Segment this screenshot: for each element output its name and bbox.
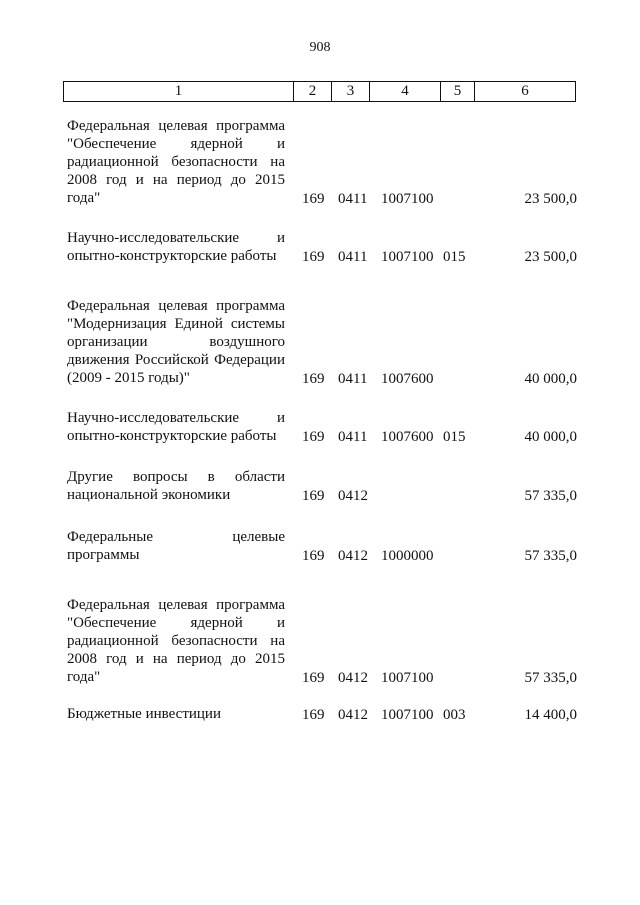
col-3-value: 0411 <box>338 191 368 207</box>
col-4-value: 1007100 <box>381 707 434 723</box>
col-5-value: 003 <box>443 707 466 723</box>
col-3-value: 0412 <box>338 707 368 723</box>
col-2-value: 169 <box>302 429 325 445</box>
col-4-value: 1007100 <box>381 670 434 686</box>
col-2-value: 169 <box>302 371 325 387</box>
row-description <box>67 297 285 387</box>
col-3-value: 0412 <box>338 488 368 504</box>
row-description <box>67 468 285 504</box>
col-2-value: 169 <box>302 548 325 564</box>
description-line: радиационной безопасности на <box>67 633 285 649</box>
page-number: 908 <box>309 40 331 55</box>
description-line: Другие вопросы в области <box>67 469 285 485</box>
description-line: опытно-конструкторские работы <box>67 248 277 264</box>
col-4-value: 1007100 <box>381 191 434 207</box>
col-3-value: 0412 <box>338 670 368 686</box>
description-line: (2009 - 2015 годы)" <box>67 370 190 386</box>
col-2-value: 169 <box>302 707 325 723</box>
description-line: "Обеспечение ядерной и <box>67 615 285 631</box>
description-line: опытно-конструкторские работы <box>67 428 277 444</box>
col-6-value: 57 335,0 <box>524 488 577 504</box>
description-line: года" <box>67 190 101 206</box>
col-2-value: 169 <box>302 488 325 504</box>
col-5-value: 015 <box>443 429 466 445</box>
description-line: Бюджетные инвестиции <box>67 706 221 722</box>
description-line: радиационной безопасности на <box>67 154 285 170</box>
description-line: "Модернизация Единой системы <box>67 316 285 332</box>
col-6-value: 57 335,0 <box>524 548 577 564</box>
description-line: Научно-исследовательские и <box>67 410 285 426</box>
column-header-4: 4 <box>370 82 441 102</box>
description-line: "Обеспечение ядерной и <box>67 136 285 152</box>
col-3-value: 0412 <box>338 548 368 564</box>
description-line: 2008 год и на период до 2015 <box>67 651 285 667</box>
row-description <box>67 117 285 207</box>
row-description <box>67 409 285 445</box>
description-line: Научно-исследовательские и <box>67 230 285 246</box>
col-6-value: 40 000,0 <box>524 371 577 387</box>
column-header-5: 5 <box>441 82 475 102</box>
col-6-value: 23 500,0 <box>524 249 577 265</box>
col-2-value: 169 <box>302 249 325 265</box>
description-line: Федеральная целевая программа <box>67 597 285 613</box>
column-header-table <box>63 81 576 102</box>
column-header-3: 3 <box>332 82 370 102</box>
description-line: организации воздушного <box>67 334 285 350</box>
col-5-value: 015 <box>443 249 466 265</box>
col-6-value: 57 335,0 <box>524 670 577 686</box>
col-4-value: 1007600 <box>381 429 434 445</box>
description-line: 2008 год и на период до 2015 <box>67 172 285 188</box>
description-line: года" <box>67 669 101 685</box>
column-header-2: 2 <box>294 82 332 102</box>
description-line: Федеральные целевые <box>67 529 285 545</box>
description-line: Федеральная целевая программа <box>67 118 285 134</box>
row-description <box>67 705 285 723</box>
col-2-value: 169 <box>302 670 325 686</box>
column-header-6: 6 <box>475 82 576 102</box>
col-6-value: 14 400,0 <box>524 707 577 723</box>
col-3-value: 0411 <box>338 371 368 387</box>
col-4-value: 1007100 <box>381 249 434 265</box>
row-description <box>67 528 285 564</box>
column-header-row <box>64 82 576 102</box>
col-6-value: 40 000,0 <box>524 429 577 445</box>
col-2-value: 169 <box>302 191 325 207</box>
col-4-value: 1000000 <box>381 548 434 564</box>
description-line: программы <box>67 547 140 563</box>
col-4-value: 1007600 <box>381 371 434 387</box>
description-line: национальной экономики <box>67 487 231 503</box>
description-line: Федеральная целевая программа <box>67 298 285 314</box>
row-description <box>67 596 285 686</box>
col-3-value: 0411 <box>338 249 368 265</box>
column-header-1: 1 <box>64 82 294 102</box>
col-3-value: 0411 <box>338 429 368 445</box>
description-line: движения Российской Федерации <box>67 352 285 368</box>
row-description <box>67 229 285 265</box>
col-6-value: 23 500,0 <box>524 191 577 207</box>
